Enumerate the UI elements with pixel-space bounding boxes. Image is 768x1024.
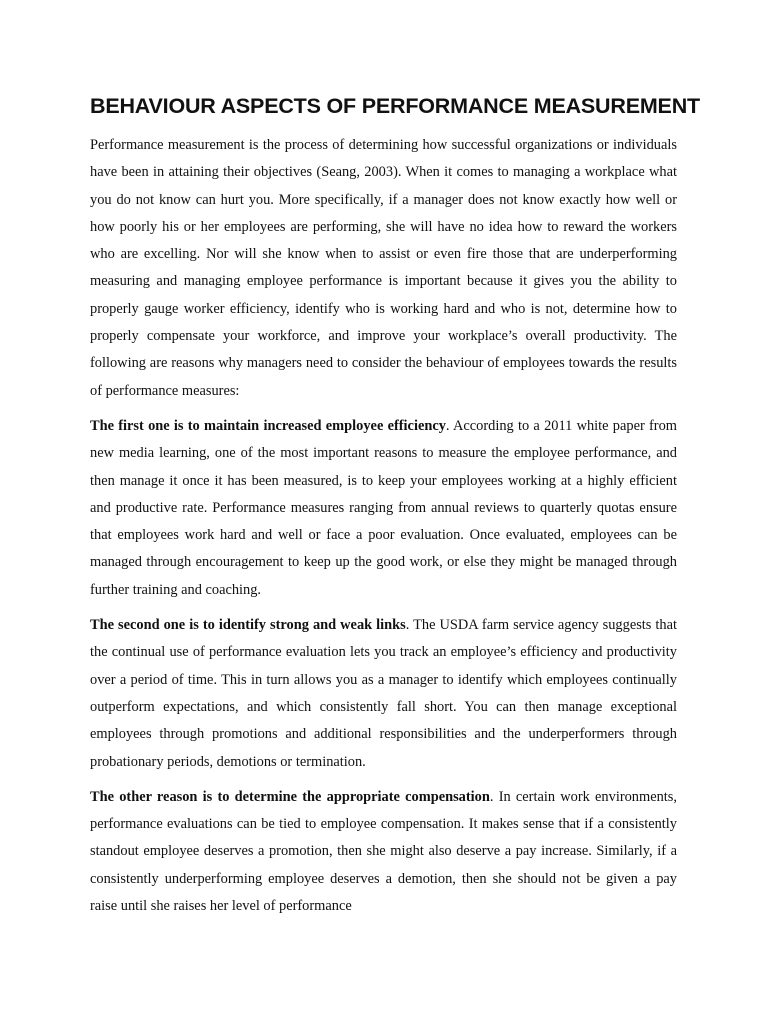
paragraph-lead: The other reason is to determine the appropriate compensation bbox=[90, 788, 490, 805]
paragraph-text: . In certain work environments, performance evaluations can be tied to employee compensation. It makes sense that if a consistently standout employee deserves a promotion, then she might also deserve a pay increase. Similarly, if a consistently underperforming employee deserves a demotion, then she should not be given a pay raise until she raises her level of performance bbox=[90, 788, 677, 915]
paragraph-text: . The USDA farm service agency suggests that the continual use of performance evaluation lets you track an employee’s efficiency and productivity over a period of time. This in turn allows you as a manager to identify which employees continually outperform expectations, and which consistently fall short. You can then manage exceptional employees through promotions and additional responsibilities and the underperformers through probationary periods, demotions or termination. bbox=[90, 617, 677, 770]
paragraph-lead: The first one is to maintain increased employee efficiency bbox=[90, 417, 446, 434]
document-page bbox=[90, 92, 700, 928]
paragraph-text: Performance measurement is the process of determining how successful organizations or individuals have been in attaining their objectives (Seang, 2003). When it comes to managing a workplace what you do not know can hurt you. More specifically, if a manager does not know exactly how well or how poorly his or her employees are performing, she will have no idea how to reward the workers who are excelling. Nor will she know when to assist or even fire those that are underperforming measuring and managing employee performance is important because it gives you the ability to properly gauge worker efficiency, identify who is working hard and who is not, determine how to properly compensate your workforce, and improve your workplace’s overall productivity. The following are reasons why managers need to consider the behaviour of employees towards the results of performance measures: bbox=[90, 137, 677, 399]
paragraph-compensation bbox=[90, 784, 677, 920]
paragraph-lead: The second one is to identify strong and weak links bbox=[90, 617, 406, 634]
paragraph-text: . According to a 2011 white paper from new media learning, one of the most important reasons to measure the employee performance, and then manage it once it has been measured, is to keep your employees working at a highly efficient and productive rate. Performance measures ranging from annual reviews to quarterly quotas ensure that employees work hard and well or face a poor evaluation. Once evaluated, employees can be managed through encouragement to keep up the good work, or else they might be managed through further training and coaching. bbox=[90, 417, 677, 598]
paragraph-intro bbox=[90, 132, 677, 405]
paragraph-strong-weak-links bbox=[90, 612, 677, 776]
document-title: BEHAVIOUR ASPECTS OF PERFORMANCE MEASUREMENT bbox=[90, 94, 700, 118]
paragraph-efficiency bbox=[90, 413, 677, 604]
